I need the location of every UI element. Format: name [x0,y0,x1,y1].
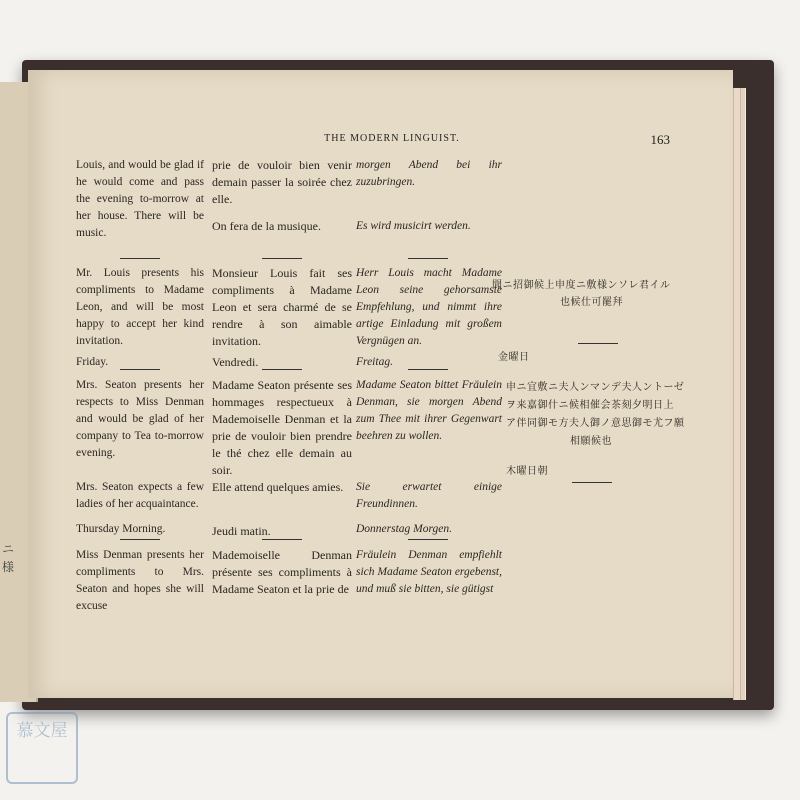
english-paragraph: Mrs. Seaton expects a few ladies of her acquaintance. [76,481,204,510]
german-paragraph: Madame Seaton bittet Fräulein Denman, sie morgen Abend zum Thee mit ihrer Gegenwart beehren zu wollen. [356,379,502,442]
english-paragraph: Miss Denman presents her compliments to Mrs. Seaton and hopes she will excuse [76,549,204,612]
japanese-heading: 木曜日朝 [506,466,548,477]
japanese-line: 相願候也 [570,436,612,447]
divider [120,369,160,370]
english-heading: Thursday Morning. [76,523,166,535]
seal-stamp: 慕文屋 [6,712,78,784]
divider [262,369,302,370]
divider [262,539,302,540]
japanese-line: 申ニ宜敷ニ夫人ンマンデ夫人ントーゼ [506,382,685,393]
german-heading: Donnerstag Morgen. [356,523,453,535]
left-page-fragment: 様 [2,560,15,574]
divider [262,258,302,259]
german-paragraph: Sie erwartet einige Freundinnen. [356,481,502,510]
english-paragraph: Mrs. Seaton presents her respects to Miss Denman and would be glad of her company to Tea to-morrow evening. [76,379,204,459]
german-paragraph: morgen Abend bei ihr zuzubringen. [356,159,502,188]
french-paragraph: Mademoiselle Denman présente ses compliments à Madame Seaton et la prie de [212,548,352,596]
divider [408,258,448,259]
divider [408,369,448,370]
french-paragraph: prie de vouloir bien venir demain passer la soirée chez elle. [212,158,352,206]
divider [578,343,618,344]
divider [408,539,448,540]
french-paragraph: Elle attend quelques amies. [212,480,344,494]
english-paragraph: Louis, and would be glad if he would come and pass the evening to-morrow at her house. There will be music. [76,159,204,239]
german-paragraph: Es wird musicirt werden. [356,220,471,232]
japanese-line: 聞ニ招御候上申度ニ敷様ンソレ君イル [492,280,671,291]
running-head: THE MODERN LINGUIST. [324,133,460,144]
divider [572,482,612,483]
german-heading: Freitag. [356,356,393,368]
japanese-line: 也候仕可罷拜 [560,297,623,308]
french-paragraph: On fera de la musique. [212,219,321,233]
japanese-line: ア伴同御モ方夫人御ノ意思御モ尤フ願 [506,418,685,429]
divider [120,539,160,540]
japanese-heading: 金曜日 [498,352,530,363]
japanese-line: ヲ来嘉御什ニ候相催会茶刻夕明日上 [506,400,674,411]
french-paragraph: Madame Seaton présente ses hommages respectueux à Mademoiselle Denman et la prie de vouloir bien prendre le thé chez elle demain au soir. [212,378,352,477]
english-heading: Friday. [76,356,109,368]
english-paragraph: Mr. Louis presents his compliments to Madame Leon, and will be most happy to accept her kind invitation. [76,267,204,347]
german-paragraph: Herr Louis macht Madame Leon seine gehorsamste Empfehlung, und nimmt ihre artige Einladung mit großem Vergnügen an. [356,267,502,347]
page-edge [740,88,746,700]
french-paragraph: Monsieur Louis fait ses compliments à Madame Leon et sera charmé de se rendre à son aimable invitation. [212,266,352,348]
french-heading: Jeudi matin. [212,524,271,538]
page-number: 163 [650,132,670,147]
german-paragraph: Fräulein Denman empfiehlt sich Madame Seaton ergebenst, und muß sie bitten, sie gütigst [356,549,502,595]
french-heading: Vendredi. [212,355,259,369]
left-page-fragment: ニ [2,542,15,556]
divider [120,258,160,259]
